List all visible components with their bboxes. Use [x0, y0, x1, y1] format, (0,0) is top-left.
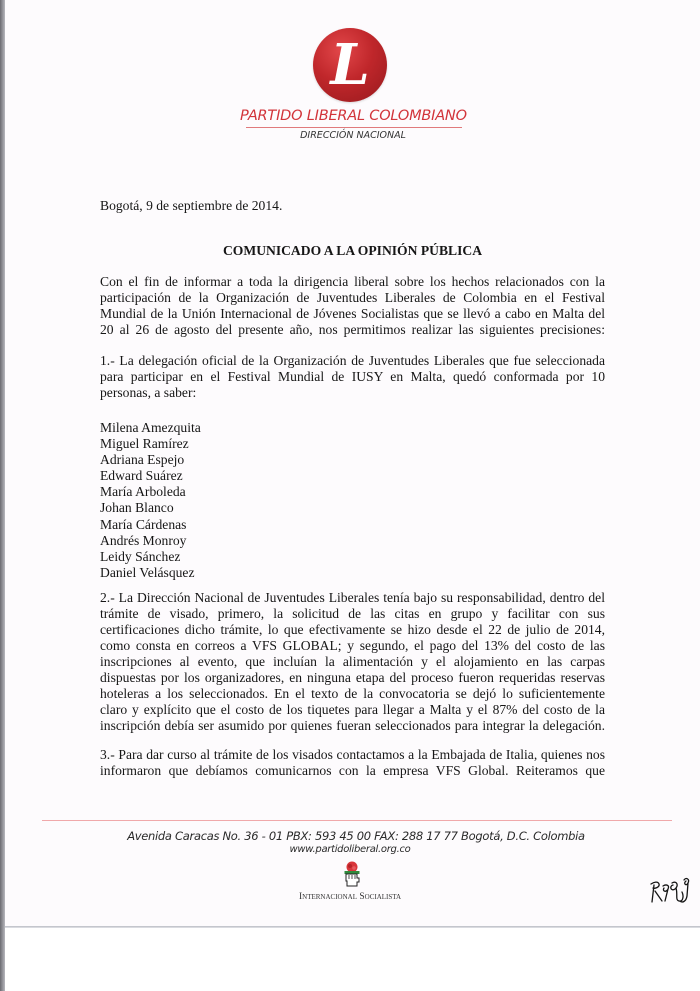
delegate-name: Milena Amezquita	[100, 420, 201, 435]
delegate-name: Daniel Velásquez	[100, 564, 195, 580]
paragraph-line: 1.- La delegación oficial de la Organización de Juventudes Liberales que fue seleccionada	[100, 353, 605, 368]
delegate-list	[100, 420, 605, 581]
paragraph-line: 3.- Para dar curso al trámite de los visados contactamos a la Embajada de Italia, quienes nos	[100, 747, 605, 762]
letter-date: Bogotá, 9 de septiembre de 2014.	[100, 198, 283, 213]
paragraph-line: dispuestas por los organizadores, en ninguna etapa del proceso fueron requeridas reservas	[100, 670, 605, 685]
delegate-name: Leidy Sánchez	[100, 548, 181, 564]
party-name: PARTIDO LIBERAL COLOMBIANO	[240, 108, 467, 124]
paragraph-line: participación de la Organización de Juventudes Liberales de Colombia en el Festival	[100, 290, 605, 305]
delegate-name: Miguel Ramírez	[100, 436, 189, 452]
party-logo-letter: L	[330, 32, 370, 98]
paragraph-line: personas, a saber:	[100, 385, 197, 400]
delegate-name: Andrés Monroy	[100, 532, 187, 548]
paragraph-line: Con el fin de informar a toda la dirigencia liberal sobre los hechos relacionados con la	[100, 274, 605, 289]
delegate-name: Johan Blanco	[100, 500, 174, 516]
point-3-paragraph	[100, 747, 605, 779]
footer-address: Avenida Caracas No. 36 - 01 PBX: 593 45 00 FAX: 288 17 77 Bogotá, D.C. Colombia	[127, 829, 585, 843]
paragraph-line: inscripción debía ser asumido por quienes fueran seleccionados para integrar la delegación.	[100, 718, 605, 733]
rose-fist-icon	[341, 861, 363, 887]
footer-divider	[42, 820, 672, 821]
scanner-background	[5, 928, 700, 991]
delegate-name: Adriana Espejo	[100, 452, 185, 468]
paragraph-line: para participar en el Festival Mundial de IUSY en Malta, quedó conformada por 10	[100, 369, 605, 384]
paragraph-line: 20 al 26 de agosto del presente año, nos permitimos realizar las siguientes precisiones:	[100, 322, 605, 337]
signature-mark	[648, 874, 694, 908]
document-title: COMUNICADO A LA OPINIÓN PÚBLICA	[222, 243, 483, 258]
paragraph-line: trámite de visado, primero, la solicitud de las citas en grupo y facilitar con sus	[100, 606, 605, 621]
delegate-name: María Cárdenas	[100, 516, 187, 532]
paragraph-line: inscripciones al evento, que incluían la alimentación y el alojamiento en las carpas	[100, 654, 605, 669]
paragraph-line: 2.- La Dirección Nacional de Juventudes Liberales tenía bajo su responsabilidad, dentro del	[100, 590, 605, 605]
delegate-name: María Arboleda	[100, 484, 186, 500]
delegate-name: Edward Suárez	[100, 468, 183, 484]
paragraph-line: hoteleras a los seleccionados. En el texto de la convocatoria se dejó lo suficientemente	[100, 686, 605, 701]
paragraph-line: como consta en correos a VFS GLOBAL; y segundo, el pago del 13% del costo de las	[100, 638, 605, 653]
affiliation-label: Internacional Socialista	[298, 892, 402, 902]
header-divider	[246, 127, 462, 128]
point-1-paragraph	[100, 353, 605, 401]
paragraph-line: claro y explícito que el costo de los tiquetes para llegar a Malta y el 87% del costo de la	[100, 702, 605, 717]
paragraph-line: certificaciones dicho trámite, lo que efectivamente se hizo desde el 22 de julio de 2014,	[100, 622, 605, 637]
party-logo	[313, 28, 387, 102]
paragraph-line: Mundial de la Unión Internacional de Jóvenes Socialistas que se llevó a cabo en Malta del	[100, 306, 605, 321]
paragraph-line: informaron que debíamos comunicarnos con la empresa VFS Global. Reiteramos que	[100, 763, 605, 778]
point-2-paragraph	[100, 590, 605, 734]
party-subtitle: DIRECCIÓN NACIONAL	[300, 130, 406, 141]
footer-website-link[interactable]: www.partidoliberal.org.co	[289, 844, 411, 855]
intro-paragraph	[100, 274, 605, 338]
